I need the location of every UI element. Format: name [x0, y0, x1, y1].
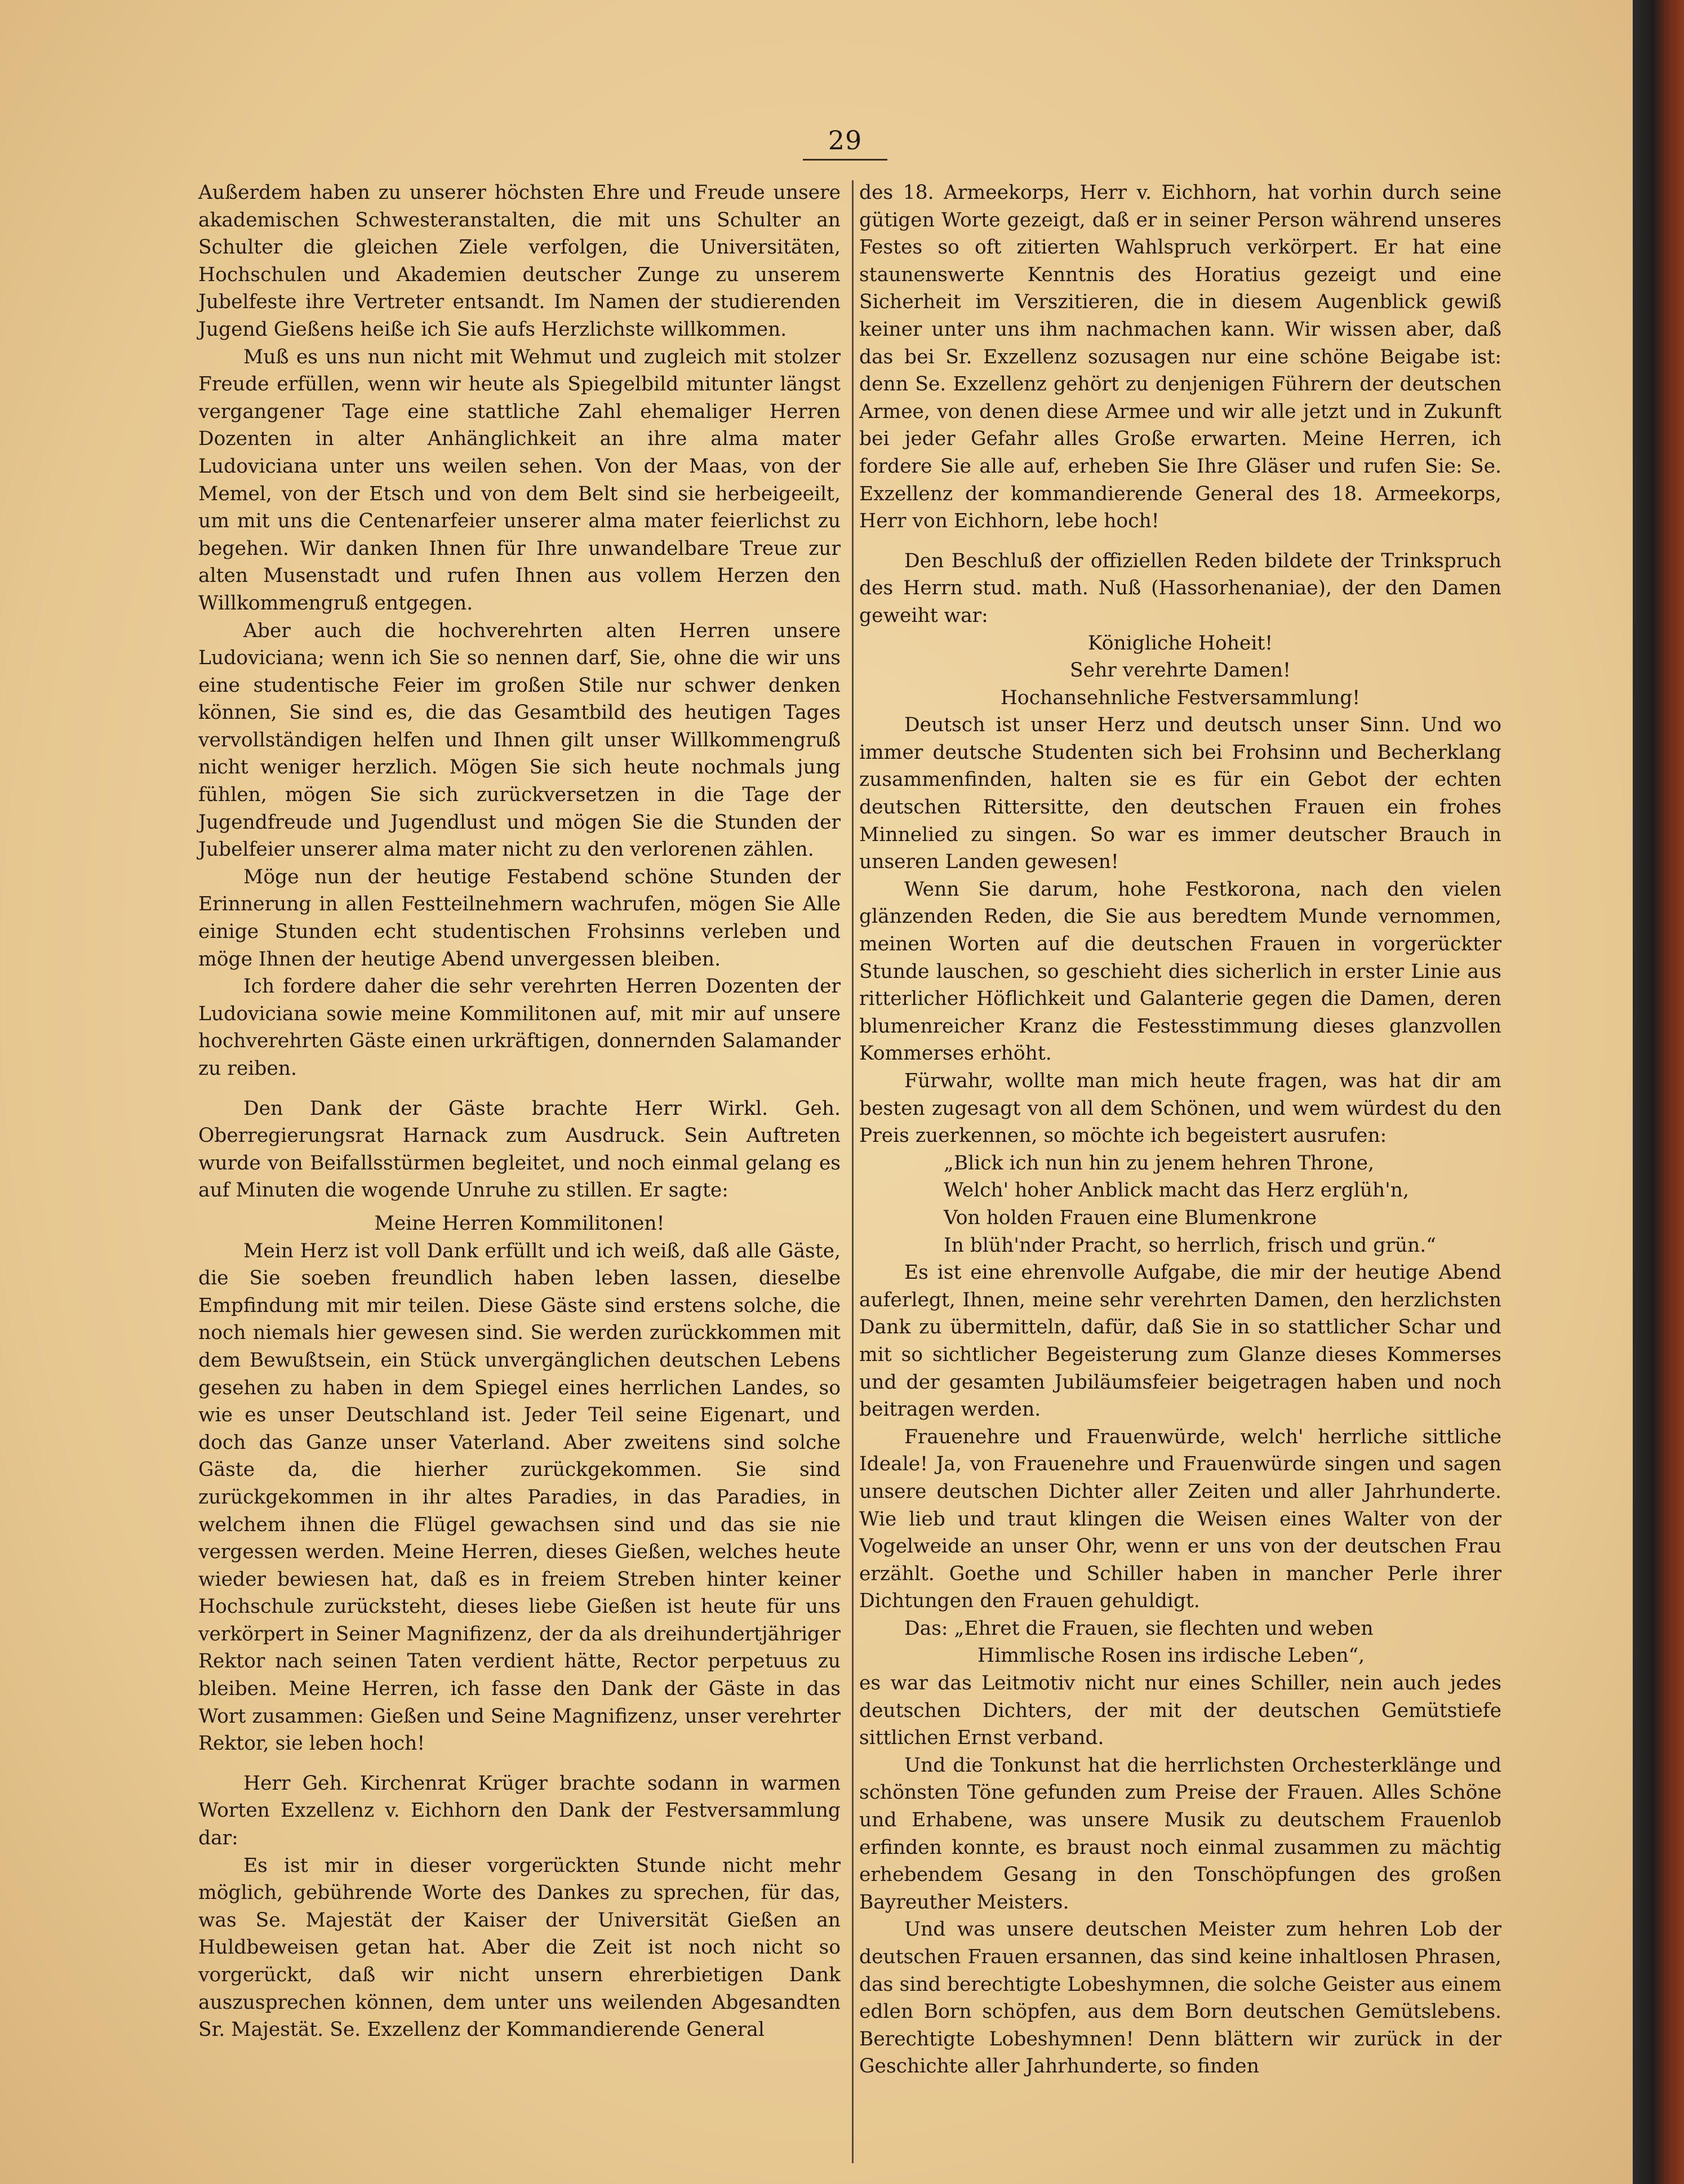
header-rule — [803, 159, 887, 161]
paragraph: Es ist mir in dieser vorgerückten Stunde nicht mehr möglich, gebührende Worte des Dankes zu sprechen, für das, was Se. Majestät der Kaiser der Universität Gießen an Huldbeweisen getan hat. Aber die Zeit ist noch nicht so vorgerückt, daß wir nicht unsern ehrerbietigen Dank auszusprechen können, dem unter uns weilenden Abgesandten Sr. Majestät. Se. Exzellenz der Kommandierende General — [198, 1854, 841, 2041]
paragraph: es war das Leitmotiv nicht nur eines Schiller, nein auch jedes deutschen Dichters, der mit der deutschen Gemütstiefe sittlichen Ernst verband. — [859, 1672, 1501, 1750]
verse-line: Von holden Frauen eine Blumenkrone — [944, 1206, 1317, 1229]
paragraph: Aber auch die hochverehrten alten Herren unsere Ludoviciana; wenn ich Sie so nennen darf, Sie, ohne die wir uns eine studentische Feier im großen Stile nur schwer denken können, Sie sind es, die das Gesamtbild des heutigen Tages vervollständigen helfen und Ihnen gilt unser Willkommengruß nicht weniger herzlich. Mögen Sie sich heute nochmals jung fühlen, mögen Sie sich zurückversetzen in die Tage der Jugendfreude und Jugendlust und mögen Sie die Stunden der Jubelfeier unserer alma mater nicht zu den verlorenen zählen. — [198, 619, 841, 861]
book-binding-edge — [1633, 0, 1684, 2184]
paragraph: Muß es uns nun nicht mit Wehmut und zugleich mit stolzer Freude erfüllen, wenn wir heute als Spiegelbild mitunter längst vergangener Tage eine stattliche Zahl ehemaliger Herren Dozenten in alter Anhänglichkeit an ihre alma mater Ludoviciana unter uns weilen sehen. Von der Maas, von der Memel, von der Etsch und von dem Belt sind sie herbeigeeilt, um mit uns die Centenarfeier unserer alma mater feierlichst zu begehen. Wir danken Ihnen für Ihre unwandelbare Treue zur alten Musenstadt und rufen Ihnen aus vollem Herzen den Willkommengruß entgegen. — [198, 345, 841, 615]
verse-line: Himmlische Rosen ins irdische Leben“, — [977, 1644, 1365, 1667]
paragraph: Deutsch ist unser Herz und deutsch unser Sinn. Und wo immer deutsche Studenten sich bei Frohsinn und Becherklang zusammenfinden, halten sie es für ein Gebot der echten deutschen Rittersitte, den deutschen Frauen ein frohes Minnelied zu singen. So war es immer deutscher Brauch in unseren Landen gewesen! — [859, 714, 1501, 874]
verse-line: „Blick ich nun hin zu jenem hehren Throne, — [944, 1151, 1374, 1175]
speech-salutation: Königliche Hoheit! — [1087, 631, 1273, 655]
paragraph: Es ist eine ehrenvolle Aufgabe, die mir der heutige Abend auferlegt, Ihnen, meine sehr verehrten Damen, den herzlichsten Dank zu übermitteln, dafür, daß Sie in so stattlicher Schar und mit so sichtlicher Begeisterung zum Glanze dieses Kommerses und der gesamten Jubiläumsfeier beigetragen haben und noch beitragen werden. — [859, 1261, 1501, 1421]
verse-line: Welch' hoher Anblick macht das Herz erglüh'n, — [944, 1179, 1409, 1202]
speech-salutation: Hochansehnliche Festversammlung! — [1000, 686, 1361, 709]
verse-line: In blüh'nder Pracht, so herrlich, frisch und grün.“ — [944, 1234, 1436, 1257]
paragraph: Und was unsere deutschen Meister zum hehren Lob der deutschen Frauen ersannen, das sind keine inhaltlosen Phrasen, das sind berechtigte Lobeshymnen, die solche Geister aus einem edlen Born schöpfen, aus dem Born deutschen Gemütslebens. Berechtigte Lobeshymnen! Denn blättern wir zurück in der Geschichte aller Jahrhunderte, so finden — [859, 1918, 1501, 2078]
left-column — [198, 179, 841, 2044]
column-divider — [852, 180, 854, 2163]
verse-line: Das: „Ehret die Frauen, sie flechten und weben — [904, 1617, 1374, 1640]
paragraph: Frauenehre und Frauenwürde, welch' herrliche sittliche Ideale! Ja, von Frauenehre und Frauenwürde singen und sagen unsere deutschen Dichter aller Zeiten und aller Jahrhunderte. Wie lieb und traut klingen die Weisen eines Walter von der Vogelweide an unser Ohr, wenn er uns von der deutschen Frau erzählt. Goethe und Schiller haben in mancher Perle ihrer Dichtungen den Frauen gehuldigt. — [859, 1425, 1501, 1613]
page-number: 29 — [828, 125, 863, 155]
paragraph: Möge nun der heutige Festabend schöne Stunden der Erinnerung in allen Festteilnehmern wachrufen, mögen Sie Alle einige Stunden echt studentischen Frohsinns verleben und möge Ihnen der heutige Abend unvergessen bleiben. — [198, 865, 841, 971]
paragraph: Wenn Sie darum, hohe Festkorona, nach den vielen glänzenden Reden, die Sie aus beredtem Munde vernommen, meinen Worten auf die deutschen Frauen in vorgerückter Stunde lauschen, so geschieht dies sicherlich in erster Linie aus ritterlicher Höflichkeit und Galanterie gegen die Damen, deren blumenreicher Kranz die Festesstimmung dieses glanzvollen Kommerses erhöht. — [859, 878, 1501, 1065]
paragraph: Den Dank der Gäste brachte Herr Wirkl. Geh. Oberregierungsrat Harnack zum Ausdruck. Sein Auftreten wurde von Beifallsstürmen begleitet, und noch einmal gelang es auf Minuten die wogende Unruhe zu stillen. Er sagte: — [198, 1097, 841, 1202]
speech-salutation: Sehr verehrte Damen! — [1070, 659, 1291, 682]
paragraph: Herr Geh. Kirchenrat Krüger brachte sodann in warmen Worten Exzellenz v. Eichhorn den Dank der Festversammlung dar: — [198, 1772, 841, 1850]
speech-salutation: Meine Herren Kommilitonen! — [374, 1212, 665, 1235]
paragraph: Außerdem haben zu unserer höchsten Ehre und Freude unsere akademischen Schwesteranstalten, die mit uns Schulter an Schulter die gleichen Ziele verfolgen, die Universitäten, Hochschulen und Akademien deutscher Zunge zu unserem Jubelfeste ihre Vertreter entsandt. Im Namen der studierenden Jugend Gießens heiße ich Sie aufs Herzlichste willkommen. — [198, 181, 841, 341]
paragraph: Den Beschluß der offiziellen Reden bildete der Trinkspruch des Herrn stud. math. Nuß (Hassorhenaniae), der den Damen geweiht war: — [859, 549, 1501, 627]
paragraph: des 18. Armeekorps, Herr v. Eichhorn, hat vorhin durch seine gütigen Worte gezeigt, daß er in seiner Person während unseres Festes so oft zitierten Wahlspruch verkörpert. Er hat eine staunenswerte Kenntnis des Horatius gezeigt und eine Sicherheit im Verszitieren, die in diesem Augenblick gewiß keiner unter uns ihm nachmachen kann. Wir wissen aber, daß das bei Sr. Exzellenz sozusagen nur eine schöne Beigabe ist: denn Se. Exzellenz gehört zu denjenigen Führern der deutschen Armee, von denen diese Armee und wir alle jetzt und in Zukunft bei jeder Gefahr alles Große erwarten. Meine Herren, ich fordere Sie alle auf, erheben Sie Ihre Gläser und rufen Sie: Se. Exzellenz der kommandierende General des 18. Armeekorps, Herr von Eichhorn, lebe hoch! — [859, 181, 1501, 533]
paragraph: Fürwahr, wollte man mich heute fragen, was hat dir am besten zugesagt von all dem Schönen, und wem würdest du den Preis zuerkennen, so möchte ich begeistert ausrufen: — [859, 1070, 1501, 1147]
paragraph: Mein Herz ist voll Dank erfüllt und ich weiß, daß alle Gäste, die Sie soeben freundlich haben leben lassen, dieselbe Empfindung mit mir teilen. Diese Gäste sind erstens solche, die noch niemals hier gewesen sind. Sie werden zurückkommen mit dem Bewußtsein, ein Stück unvergänglichen deutschen Lebens gesehen zu haben in dem Spiegel eines herrlichen Landes, so wie es unser Deutschland ist. Jeder Teil seine Eigenart, und doch das Ganze unser Vaterland. Aber zweitens sind solche Gäste da, die hierher zurückgekommen. Sie sind zurückgekommen in ihr altes Paradies, in das Paradies, in welchem ihnen die Flügel gewachsen sind und das sie nie vergessen werden. Meine Herren, dieses Gießen, welches heute wieder bewiesen hat, daß es in freiem Streben hinter keiner Hochschule zurücksteht, dieses liebe Gießen ist heute für uns verkörpert in Seiner Magnifizenz, der da als dreihundertjähriger Rektor nach seinen Taten verdient hätte, Rector perpetuus zu bleiben. Meine Herren, ich fasse den Dank der Gäste in das Wort zusammen: Gießen und Seine Magnifizenz, unser verehrter Rektor, sie leben hoch! — [198, 1239, 841, 1755]
right-column — [859, 179, 1501, 2080]
paragraph: Und die Tonkunst hat die herrlichsten Orchesterklänge und schönsten Töne gefunden zum Preise der Frauen. Alles Schöne und Erhabene, was unsere Musik zu deutschem Frauenlob erfinden konnte, es braust noch einmal zusammen zu mächtig erhebendem Gesang in den Tonschöpfungen des großen Bayreuther Meisters. — [859, 1754, 1501, 1914]
paragraph: Ich fordere daher die sehr verehrten Herren Dozenten der Ludoviciana sowie meine Kommilitonen auf, mit mir auf unsere hochverehrten Gäste einen urkräftigen, donnernden Salamander zu reiben. — [198, 975, 841, 1080]
